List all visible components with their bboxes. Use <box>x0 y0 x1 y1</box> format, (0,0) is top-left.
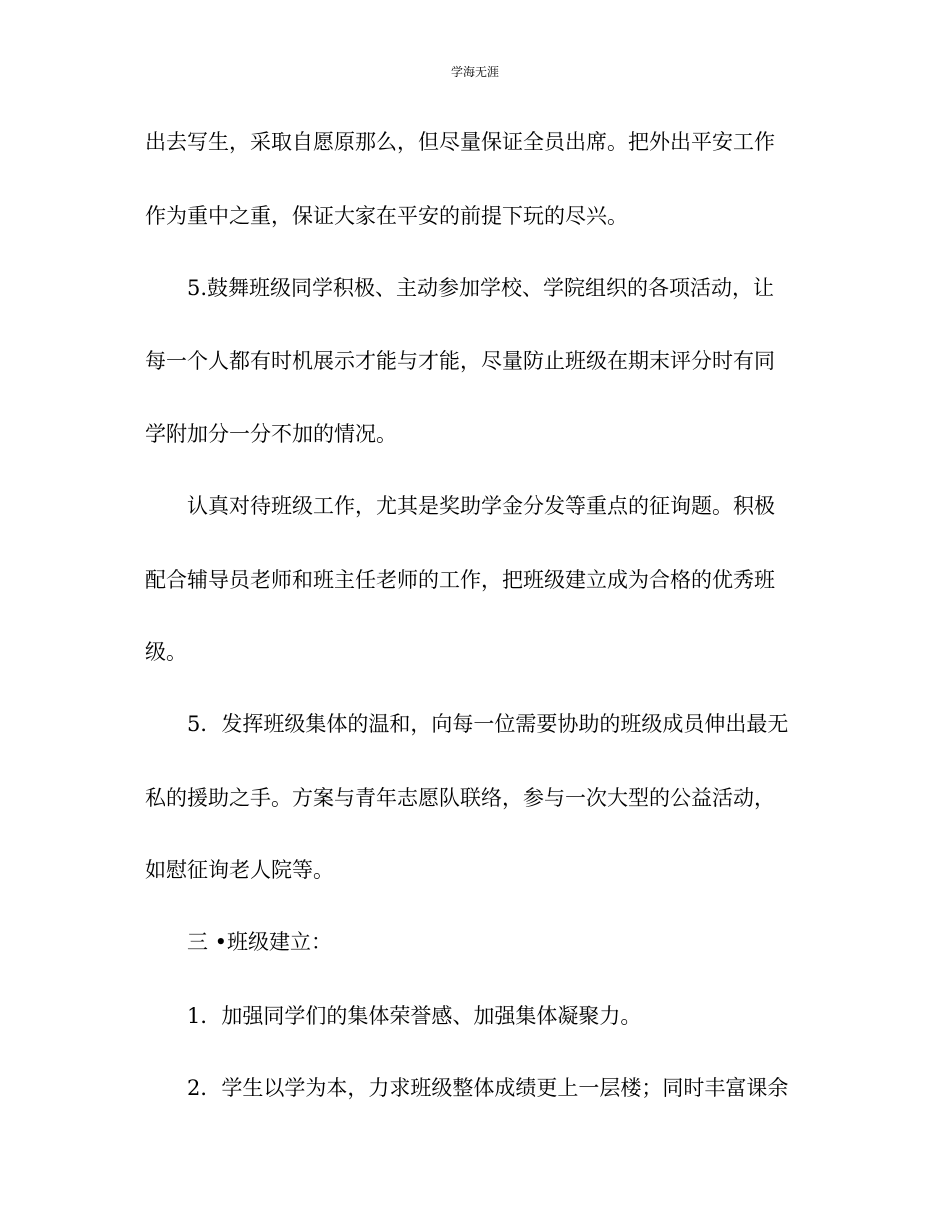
text-line: 1．加强同学们的集体荣誉感、加强集体凝聚力。 <box>187 1004 642 1028</box>
text-line: 2．学生以学为本，力求班级整体成绩更上一层楼；同时丰富课余 <box>187 1076 789 1100</box>
text-line: 认真对待班级工作，尤其是奖助学金分发等重点的征询题。积极 <box>187 494 775 518</box>
text-line: 5.鼓舞班级同学积极、主动参加学校、学院组织的各项活动，让 <box>187 276 775 300</box>
text-line: 出去写生，采取自愿原那么，但尽量保证全员出席。把外出平安工作 <box>145 130 775 154</box>
text-line: 学附加分一分不加的情况。 <box>145 422 397 446</box>
page-header: 学海无涯 <box>450 65 499 79</box>
text-line: 5．发挥班级集体的温和，向每一位需要协助的班级成员伸出最无 <box>187 712 789 736</box>
text-line: 如慰征询老人院等。 <box>145 858 334 882</box>
text-line: 配合辅导员老师和班主任老师的工作，把班级建立成为合格的优秀班 <box>145 568 775 592</box>
text-line: 级。 <box>145 640 187 664</box>
text-line: 三 •班级建立： <box>187 930 333 954</box>
text-line: 私的援助之手。方案与青年志愿队联络，参与一次大型的公益活动， <box>145 786 775 810</box>
text-line: 作为重中之重，保证大家在平安的前提下玩的尽兴。 <box>145 204 628 228</box>
text-line: 每一个人都有时机展示才能与才能，尽量防止班级在期末评分时有同 <box>145 349 775 373</box>
